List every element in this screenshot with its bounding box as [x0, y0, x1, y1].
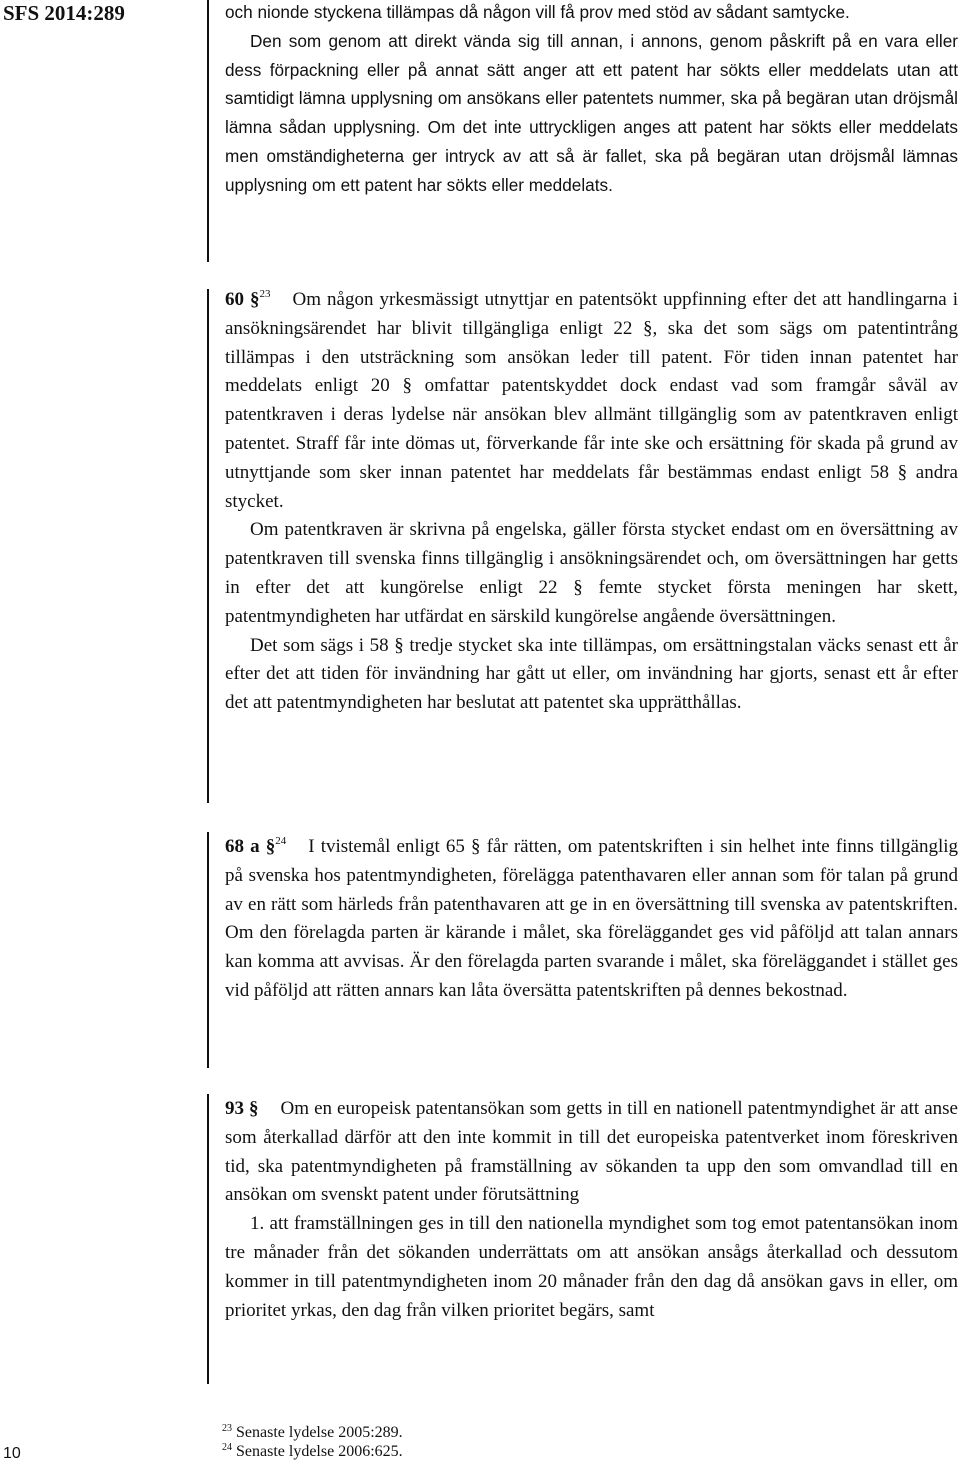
footnote-24: $^{24}$ Senaste lydelse 2006:625. [222, 1442, 403, 1460]
page-number: 10 [3, 1445, 21, 1462]
revision-bar [207, 289, 209, 803]
section-93-paragraph-1 [225, 1095, 958, 1210]
footnote-ref-24: 24 [275, 835, 287, 847]
footnote-23: $^{23}$ Senaste lydelse 2005:289. [222, 1423, 403, 1441]
footnote-ref-23: 23 [259, 288, 271, 300]
intro-paragraph: Den som genom att direkt vända sig till annan, i annons, genom påskrift på en vara eller dess förpackning eller på annat sätt anger att ett patent har sökts eller meddelats utan att samtidigt lämna upplysning om ansökans eller patentets nummer, ska på begäran utan dröjsmål lämna sådan upplysning. Om det inte uttryckligen anges att patent har sökts eller meddelats men omständigheterna ger intryck av att så är fallet, ska på begäran utan dröjsmål lämnas upplysning om ett patent har sökts eller meddelats. [225, 30, 958, 195]
section-93-label: 93 § [225, 1098, 259, 1119]
revision-bar [207, 1094, 209, 1384]
section-68a-text: I tvistemål enligt 65 § får rätten, om patentskriften i sin helhet inte finns tillgänglig på svenska hos patentmyndigheten, förelägga patenthavaren eller annan som för talan på grund av en rätt som härleds från patenthavaren att ge in en översättning till svenska av patentskriften. Om den förelagda parten är kärande i målet, ska föreläggandet ges vid påföljd att talan annars kan komma att avvisas. Är den förelagda parten svarande i målet, ska föreläggandet i stället ges vid påföljd att rätten annars kan låta översätta patentskriften på dennes bekostnad. [225, 836, 958, 1001]
section-93-paragraph-2: 1. att framställningen ges in till den nationella myndighet som tog emot patentansökan inom tre månader från det sökanden underrättats om att ansökan ansågs återkallad och dessutom kommer in till patentmyndigheten inom 20 månader från den dag då ansökan gavs in eller, om prioritet yrkas, den dag från vilken prioritet begärs, samt [225, 1213, 958, 1321]
section-93 [225, 1095, 958, 1325]
intro-block [225, 0, 958, 200]
section-60-paragraph-2: Om patentkraven är skrivna på engelska, gäller första stycket endast om en översättning av patentkraven till svenska finns tillgänglig i ansökningsärendet och, om översättningen har getts in efter det att kungörelse enligt 22 § femte stycket första meningen har skett, patentmyndigheten har utfärdat en särskild kungörelse angående översättningen. [225, 519, 958, 627]
section-60-paragraph-1 [225, 286, 958, 516]
section-68a [225, 833, 958, 1006]
revision-bar [207, 0, 209, 262]
section-93-text: Om en europeisk patentansökan som getts in till en nationell patentmyndighet är att anse som återkallad därför att den inte kommit in till det europeiska patentverket inom föreskriven tid, ska patentmyndigheten på framställning av sökanden ta upp den som omvandlad till en ansökan om svenskt patent under förutsättning [225, 1098, 958, 1206]
section-60-text: Om någon yrkesmässigt utnyttjar en patentsökt uppfinning efter det att handlingarna i ansökningsärendet har blivit tillgängliga enligt 22 §, ska det som sägs om patentintrång tillämpas i den utsträckning som ansökan leder till patent. För tiden innan patentet har meddelats enligt 20 § omfattar patentskyddet dock endast vad som framgår såväl av patentkraven i deras lydelse när ansökan blev allmänt tillgänglig som av patentkraven enligt patentet. Straff får inte dömas ut, förverkande får inte ske och ersättning för skada på grund av utnyttjande som sker innan patentet har meddelats får bestämmas endast enligt 58 § andra stycket. [225, 289, 959, 512]
section-68a-paragraph-1 [225, 833, 958, 1006]
section-68a-label: 68 a §$^{24}$ [225, 835, 287, 857]
revision-bar [207, 832, 209, 1068]
intro-paragraph: och nionde styckena tillämpas då någon vill få prov med stöd av sådant samtycke. [225, 2, 850, 22]
section-60 [225, 286, 958, 718]
sfs-number: SFS 2014:289 [3, 1, 125, 25]
section-60-label: 60 §$^{23}$ [225, 288, 271, 310]
section-60-paragraph-3: Det som sägs i 58 § tredje stycket ska inte tillämpas, om ersättningstalan väcks senast ett år efter det att tiden för invändning har gått ut eller, om invändning har gjorts, senast ett år efter det att patentmyndigheten har beslutat att patentet ska upprätthållas. [225, 634, 958, 714]
